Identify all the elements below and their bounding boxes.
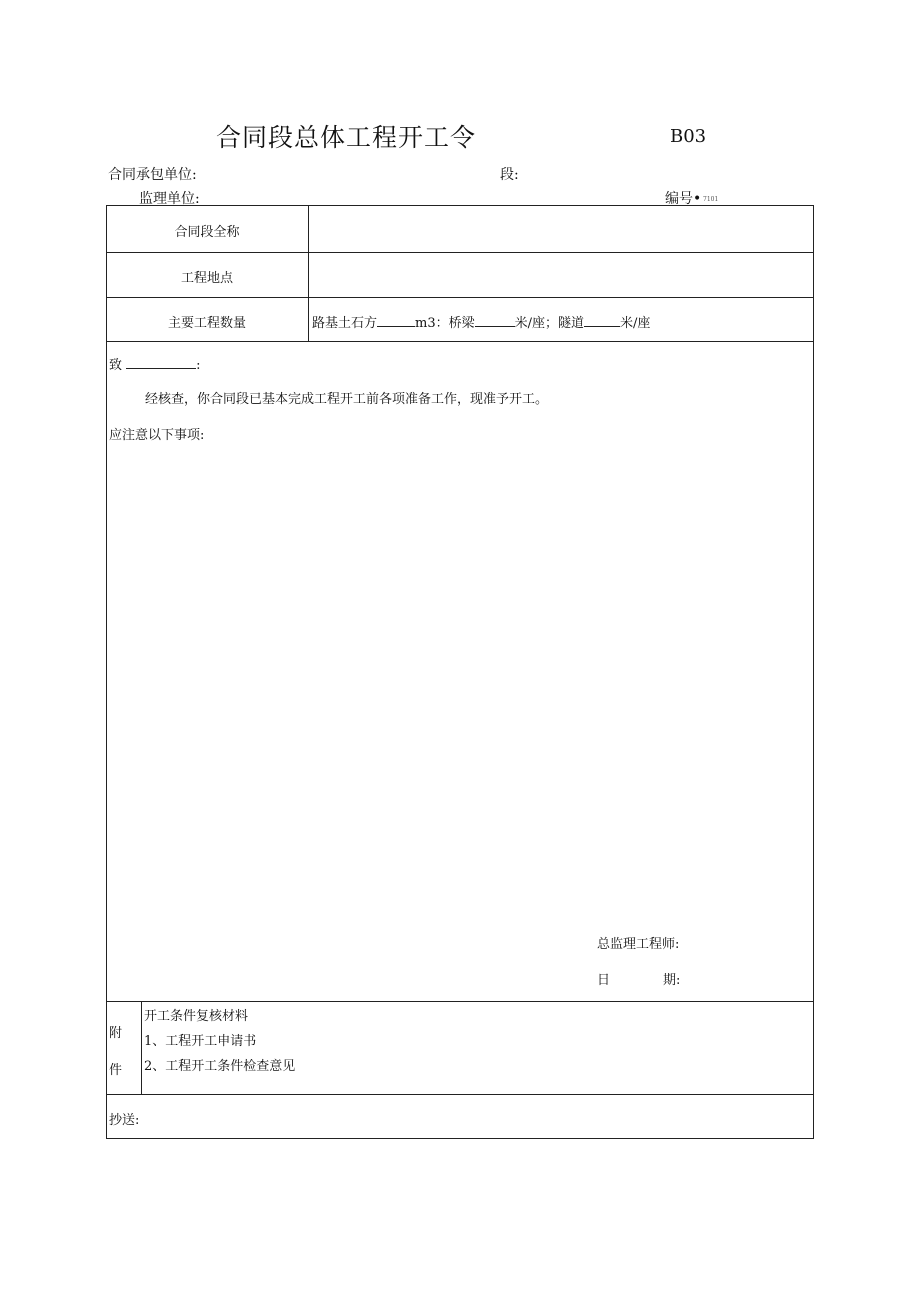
chief-engineer-label: 总监理工程师:	[597, 937, 680, 952]
quantity-line	[312, 312, 650, 331]
tunnel-label: 米/座；隧道	[514, 316, 585, 331]
number-label: 编号•	[665, 191, 702, 207]
attachment-item: 2、工程开工条件检查意见	[144, 1059, 296, 1074]
recipient-line	[109, 354, 201, 373]
row-divider	[106, 252, 814, 253]
roadbed-label: 路基土石方	[312, 316, 378, 331]
location-label: 工程地点	[180, 271, 233, 286]
attachment-label-jian: 件	[109, 1063, 123, 1078]
column-divider	[141, 1001, 142, 1094]
bridge-blank[interactable]	[475, 315, 515, 327]
recipient-blank[interactable]	[126, 357, 196, 369]
date-label-qi: 期:	[663, 973, 681, 988]
roadbed-blank[interactable]	[377, 315, 415, 327]
attachment-item: 1、工程开工申请书	[144, 1034, 257, 1049]
attention-text: 应注意以下事项:	[109, 428, 205, 443]
row-divider	[106, 297, 814, 298]
quantity-label: 主要工程数量	[167, 316, 246, 331]
section-label: 段:	[500, 167, 519, 183]
row-divider	[106, 1094, 814, 1095]
cc-label: 抄送:	[109, 1113, 140, 1128]
date-label-ri: 日	[597, 973, 611, 988]
notice-text: 经核查，你合同段已基本完成工程开工前各项准备工作，现准予开工。	[145, 392, 549, 407]
to-colon: :	[196, 358, 201, 373]
bridge-label: m3：桥梁	[415, 316, 475, 331]
tunnel-blank[interactable]	[584, 315, 620, 327]
supervisor-label: 监理单位:	[139, 191, 200, 207]
row-divider	[106, 341, 814, 342]
to-label: 致	[109, 358, 123, 373]
full-name-label: 合同段全称	[174, 225, 240, 240]
row-divider	[106, 1001, 814, 1002]
contractor-label: 合同承包单位:	[108, 167, 197, 183]
form-code: B03	[670, 126, 707, 147]
page-title: 合同段总体工程开工令	[216, 123, 477, 152]
attachment-heading: 开工条件复核材料	[144, 1009, 249, 1024]
number-note: 7101	[703, 196, 719, 203]
column-divider	[308, 205, 309, 341]
attachment-label-fu: 附	[109, 1026, 123, 1041]
form-table	[106, 205, 814, 1139]
tunnel-unit: 米/座	[620, 316, 651, 331]
